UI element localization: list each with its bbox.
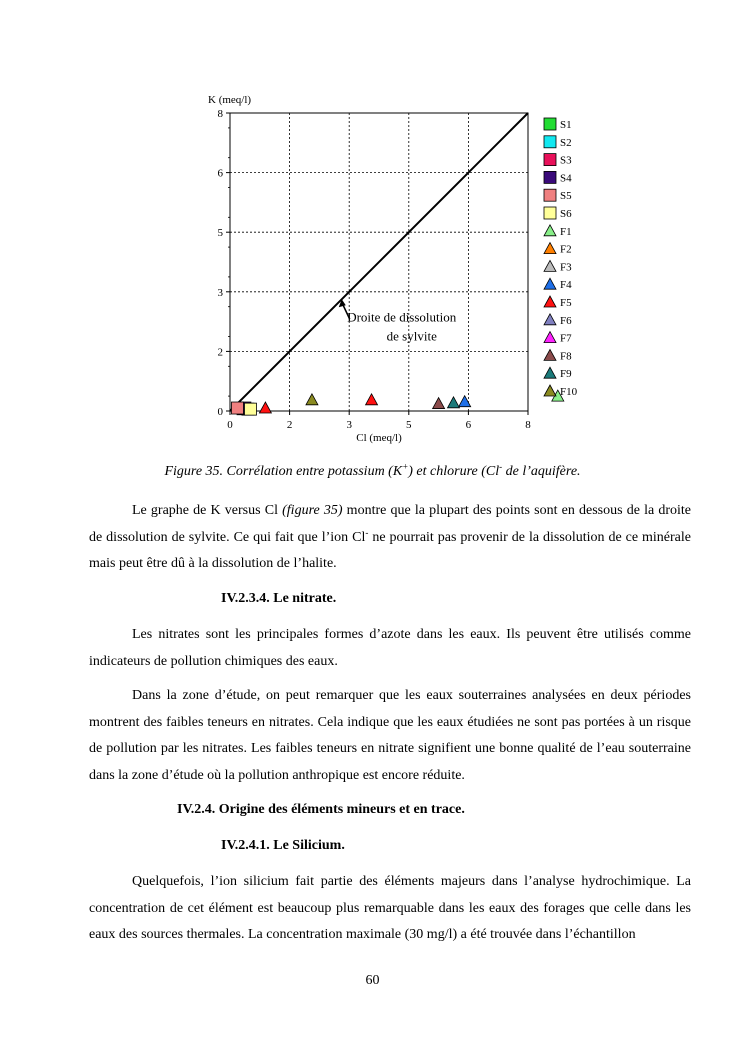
paragraph-k-versus-cl [89, 498, 691, 578]
legend-marker-s6 [544, 207, 556, 219]
x-axis-label: Cl (meq/l) [356, 432, 402, 444]
legend-marker-f6 [544, 314, 556, 325]
legend-label-s5: S5 [560, 190, 572, 203]
legend-marker-f10 [544, 385, 556, 396]
paragraph-nitrates-study [89, 683, 691, 789]
legend-label-s4: S4 [560, 172, 572, 185]
x-tick-label: 5 [406, 419, 412, 431]
x-tick-label: 6 [465, 419, 472, 431]
para1-d: ne pourrait pas provenir de la dissolution de ce minérale mais peut être dû à la dissolution de l’halite. [89, 529, 691, 571]
paragraph-silicium [89, 869, 691, 949]
data-point-f10 [306, 394, 318, 405]
legend-marker-f9 [544, 367, 556, 378]
legend-marker-f3 [544, 260, 556, 271]
y-tick-label: 3 [217, 286, 223, 299]
data-point-f5 [366, 394, 378, 405]
data-point-s6 [244, 403, 256, 415]
legend-label-f1: F1 [560, 225, 572, 238]
dissolution-line [230, 113, 528, 411]
x-tick-label: 0 [227, 419, 233, 431]
data-point-f9 [448, 397, 460, 408]
para4-text: Quelquefois, l’ion silicium fait partie des éléments majeurs dans l’analyse hydrochimique. La concentration de cet élément est beaucoup plus remarquable dans les eaux des forages que celle dans les eaux des sources thermales. La concentration maximale (30 mg/l) a été trouvée dans l’échantillon [89, 874, 691, 942]
legend-label-f10: F10 [560, 386, 578, 398]
x-tick-label: 8 [525, 419, 531, 431]
y-axis-label: K (meq/l) [208, 94, 252, 106]
legend-marker-f5 [544, 296, 556, 307]
legend-marker-f8 [544, 349, 556, 360]
figure-ref: (figure 35) [282, 503, 343, 518]
heading-nitrate: IV.2.3.4. Le nitrate. [221, 591, 337, 606]
chart [195, 88, 595, 448]
para3-text: Dans la zone d’étude, on peut remarquer que les eaux souterraines analysées en deux périodes montrent des faibles teneurs en nitrates. Cela indique que les eaux étudiées ne sont pas portées à un risque de pollution par les nitrates. Les faibles teneurs en nitrate signifient une bonne qualité de l’eau souterraine dans la zone d’étude où la pollution anthropique est encore réduite. [89, 688, 691, 783]
annotation-label-line1: Droite de dissolution [347, 309, 457, 325]
caption-sup: + [402, 461, 409, 472]
legend-label-f3: F3 [560, 261, 572, 274]
legend-marker-s2 [544, 136, 556, 148]
annotation-label-line2: de sylvite [386, 328, 437, 344]
page-number: 60 [365, 973, 380, 988]
x-tick-label: 2 [286, 419, 293, 431]
legend-marker-s4 [544, 171, 556, 183]
legend-marker-s1 [544, 118, 556, 130]
legend-label-f9: F9 [560, 368, 572, 381]
heading-origine: IV.2.4. Origine des éléments mineurs et en trace. [177, 802, 465, 817]
y-tick-label: 2 [217, 346, 223, 359]
legend-marker-f2 [544, 243, 556, 254]
legend-marker-f1 [544, 225, 556, 236]
data-point-s5 [231, 402, 243, 414]
paragraph-nitrates-intro [89, 622, 691, 675]
x-tick-label: 3 [346, 419, 352, 431]
para1-sup: - [365, 526, 369, 537]
y-tick-label: 0 [217, 406, 223, 418]
data-point-f4 [459, 396, 471, 407]
legend-label-s6: S6 [560, 208, 572, 220]
legend-marker-f4 [544, 278, 556, 289]
para1-a: Le graphe de K versus Cl [132, 503, 283, 518]
legend-label-f4: F4 [560, 279, 572, 292]
chart-svg [195, 88, 595, 448]
y-tick-label: 5 [217, 227, 223, 240]
heading-silicium: IV.2.4.1. Le Silicium. [221, 838, 345, 853]
para1-c: montre que la plupart des points sont en dessous de la droite de dissolution de sylvite. Ce qui fait que l’ion Cl [89, 503, 691, 545]
legend-marker-s5 [544, 189, 556, 201]
caption-part2: ) et chlorure (Cl [408, 464, 500, 479]
legend-label-s1: S1 [560, 119, 572, 131]
legend-label-s2: S2 [560, 136, 572, 149]
para2-text: Les nitrates sont les principales formes d’azote dans les eaux. Ils peuvent être utilisés comme indicateurs de pollution chimiques des eaux. [89, 627, 691, 669]
caption-part3: de l’aquifère. [502, 464, 581, 479]
legend-label-f5: F5 [560, 297, 572, 309]
legend-label-f8: F8 [560, 350, 572, 363]
figure-caption: Figure 35. Corrélation entre potassium (K+) et chlorure (Cl- de l’aquifère. [164, 461, 581, 479]
legend-marker-s3 [544, 154, 556, 166]
legend-label-f6: F6 [560, 314, 572, 327]
legend-label-f7: F7 [560, 332, 572, 345]
caption-part1: Figure 35. Corrélation entre potassium (K [164, 464, 403, 479]
data-point-f8 [433, 398, 445, 409]
y-tick-label: 8 [217, 108, 223, 120]
data-point-f5 [259, 402, 271, 413]
legend-label-f2: F2 [560, 243, 572, 256]
legend-label-s3: S3 [560, 154, 572, 167]
y-tick-label: 6 [217, 167, 223, 180]
legend-marker-f7 [544, 332, 556, 343]
